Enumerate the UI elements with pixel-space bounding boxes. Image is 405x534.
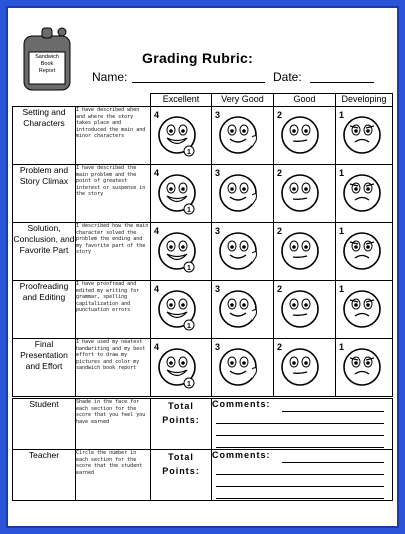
score-number[interactable]: 1 (339, 110, 345, 120)
score-number[interactable]: 4 (154, 342, 160, 352)
face-4-icon[interactable] (155, 345, 201, 391)
comment-line[interactable] (216, 435, 384, 436)
score-cell-3[interactable] (212, 281, 274, 339)
score-cell-3[interactable] (212, 339, 274, 398)
score-cell-1[interactable] (336, 223, 393, 281)
criterion-description: I have described when and where the story takes place and introduced the main and minor characters (76, 107, 151, 165)
score-cell-1[interactable] (336, 107, 393, 165)
score-number[interactable]: 3 (215, 342, 221, 352)
criterion-row-2 (13, 165, 393, 223)
criterion-description: I have used my neatest handwriting and my best effort to draw my pictures and color my sandwich book report (76, 339, 151, 398)
face-4-icon[interactable] (155, 171, 201, 217)
face-3-icon[interactable] (216, 171, 262, 217)
score-cell-3[interactable] (212, 223, 274, 281)
face-1-icon[interactable] (340, 345, 386, 391)
criterion-row-5 (13, 339, 393, 398)
level-excellent: Excellent (151, 94, 212, 107)
score-number[interactable]: 4 (154, 284, 160, 294)
score-number[interactable]: 4 (154, 110, 160, 120)
score-number[interactable]: 1 (339, 226, 345, 236)
score-cell-2[interactable] (274, 165, 336, 223)
face-2-icon[interactable] (278, 287, 324, 333)
criterion-row-1 (13, 107, 393, 165)
criterion-name: Setting and Characters (13, 107, 76, 165)
score-cell-2[interactable] (274, 339, 336, 398)
face-1-icon[interactable] (340, 287, 386, 333)
criterion-name: Final Presentation and Effort (13, 339, 76, 398)
svg-text:1: 1 (187, 207, 191, 214)
criterion-name: Problem and Story Climax (13, 165, 76, 223)
face-4-icon[interactable] (155, 113, 201, 159)
score-cell-1[interactable] (336, 281, 393, 339)
face-3-icon[interactable] (216, 113, 262, 159)
svg-text:1: 1 (187, 323, 191, 330)
level-good: Good (274, 94, 336, 107)
role-label: Student (13, 398, 76, 450)
criterion-row-3 (13, 223, 393, 281)
score-number[interactable]: 2 (277, 110, 283, 120)
score-cell-4[interactable] (151, 281, 212, 339)
level-developing: Developing (336, 94, 393, 107)
comments-box[interactable] (212, 450, 393, 501)
face-2-icon[interactable] (278, 229, 324, 275)
face-2-icon[interactable] (278, 171, 324, 217)
score-cell-4[interactable] (151, 107, 212, 165)
score-number[interactable]: 2 (277, 226, 283, 236)
name-field[interactable] (132, 82, 265, 83)
comment-line[interactable] (282, 462, 384, 463)
score-cell-4[interactable] (151, 165, 212, 223)
level-very-good: Very Good (212, 94, 274, 107)
role-instructions: Circle the number in each section for the score that the student earned (76, 450, 151, 501)
badge-line-1: Sandwich (35, 54, 59, 60)
score-number[interactable]: 3 (215, 226, 221, 236)
face-1-icon[interactable] (340, 229, 386, 275)
score-cell-2[interactable] (274, 281, 336, 339)
total-points[interactable]: Total Points: (151, 398, 212, 450)
score-number[interactable]: 1 (339, 168, 345, 178)
score-cell-2[interactable] (274, 107, 336, 165)
badge-line-2: Book (40, 61, 54, 67)
score-cell-3[interactable] (212, 107, 274, 165)
score-number[interactable]: 3 (215, 168, 221, 178)
face-1-icon[interactable] (340, 171, 386, 217)
svg-text:1: 1 (187, 149, 191, 156)
score-cell-4[interactable] (151, 339, 212, 398)
score-cell-4[interactable] (151, 223, 212, 281)
criterion-description: I have described the main problem and the point of greatest interest or suspense in the story (76, 165, 151, 223)
sandwich-badge (18, 26, 76, 92)
badge-line-3: Report (38, 68, 56, 74)
rubric-table (12, 93, 393, 501)
criterion-name: Proofreading and Editing (13, 281, 76, 339)
score-number[interactable]: 2 (277, 168, 283, 178)
score-number[interactable]: 4 (154, 226, 160, 236)
svg-text:1: 1 (187, 381, 191, 388)
date-field[interactable] (310, 82, 374, 83)
criterion-description: I described how the main character solved the problem the ending and my favorite part of the story (76, 223, 151, 281)
face-2-icon[interactable] (278, 113, 324, 159)
comment-line[interactable] (216, 447, 384, 448)
face-3-icon[interactable] (216, 287, 262, 333)
role-instructions: Shade in the face for each section for the score that you feel you have earned (76, 398, 151, 450)
footer-row-student (13, 398, 393, 450)
face-4-icon[interactable] (155, 229, 201, 275)
criterion-name: Solution, Conclusion, and Favorite Part (13, 223, 76, 281)
role-label: Teacher (13, 450, 76, 501)
score-number[interactable]: 2 (277, 342, 283, 352)
comments-box[interactable] (212, 398, 393, 450)
total-points[interactable]: Total Points: (151, 450, 212, 501)
footer-row-teacher (13, 450, 393, 501)
face-2-icon[interactable] (278, 345, 324, 391)
comments-label: Comments: (212, 399, 271, 409)
score-number[interactable]: 4 (154, 168, 160, 178)
score-number[interactable]: 3 (215, 110, 221, 120)
comment-line[interactable] (216, 486, 384, 487)
score-cell-1[interactable] (336, 339, 393, 398)
comment-line[interactable] (282, 411, 384, 412)
score-number[interactable]: 3 (215, 284, 221, 294)
score-cell-3[interactable] (212, 165, 274, 223)
score-number[interactable]: 2 (277, 284, 283, 294)
criterion-row-4 (13, 281, 393, 339)
page-title: Grading Rubric: (142, 50, 254, 66)
svg-text:1: 1 (187, 265, 191, 272)
score-cell-2[interactable] (274, 223, 336, 281)
score-number[interactable]: 1 (339, 342, 345, 352)
comments-label: Comments: (212, 450, 271, 460)
face-3-icon[interactable] (216, 345, 262, 391)
face-1-icon[interactable] (340, 113, 386, 159)
face-3-icon[interactable] (216, 229, 262, 275)
date-label: Date: (273, 70, 302, 84)
criterion-description: I have proofread and edited my writing for grammar, spelling capitalization and punctuation errors (76, 281, 151, 339)
comment-line[interactable] (216, 423, 384, 424)
face-4-icon[interactable] (155, 287, 201, 333)
comment-line[interactable] (216, 498, 384, 499)
comment-line[interactable] (216, 474, 384, 475)
name-label: Name: (92, 70, 128, 84)
score-cell-1[interactable] (336, 165, 393, 223)
score-number[interactable]: 1 (339, 284, 345, 294)
